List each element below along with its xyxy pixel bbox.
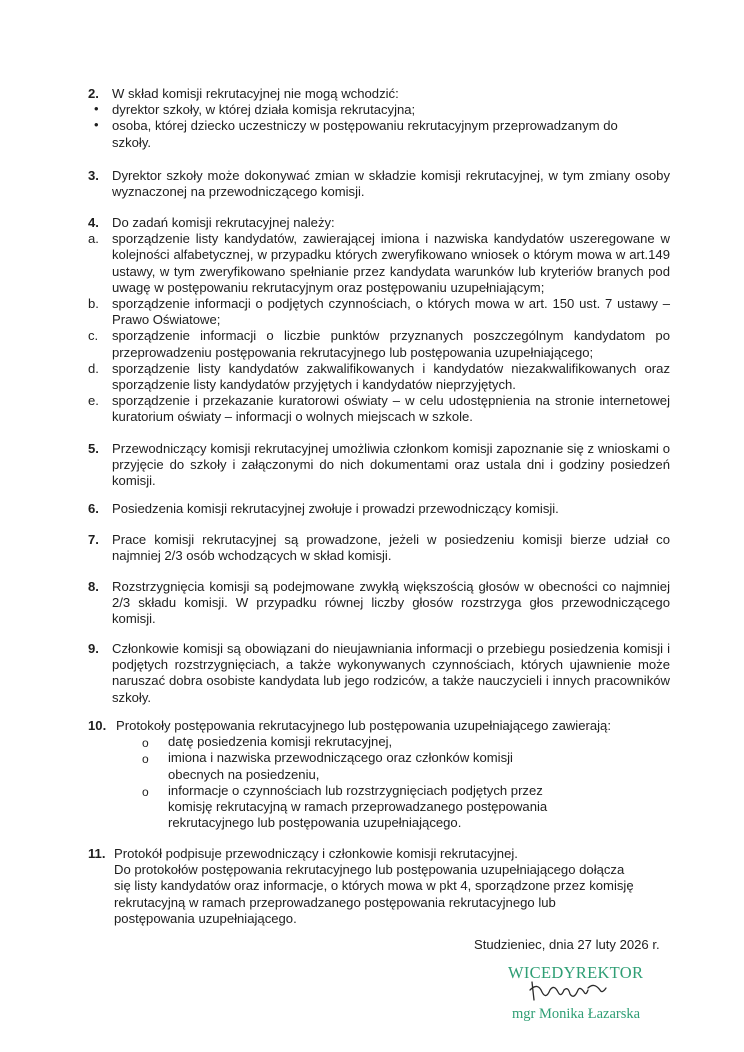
stamp-title: WICEDYREKTOR xyxy=(508,963,644,982)
bullet-text: osoba, której dziecko uczestniczy w postępowaniu rekrutacyjnym przeprowadzanym do szkoły. xyxy=(112,118,618,150)
bullet-item xyxy=(88,102,670,118)
letter-item xyxy=(88,328,670,360)
bullet-icon: • xyxy=(94,101,99,117)
letter-item xyxy=(88,361,670,393)
section-10 xyxy=(88,718,670,831)
section-number: 10. xyxy=(88,718,107,733)
section-7 xyxy=(88,532,670,564)
section-8 xyxy=(88,579,670,628)
section-2 xyxy=(88,86,670,151)
section-11 xyxy=(88,846,670,927)
section-number: 3. xyxy=(88,168,99,183)
section-text: W skład komisji rekrutacyjnej nie mogą wchodzić: xyxy=(112,86,399,101)
section-text: Prace komisji rekrutacyjnej są prowadzone, jeżeli w posiedzeniu komisji bierze udział co najmniej 2/3 osób wchodzących w skład komisji. xyxy=(112,532,670,564)
place-date: Studzieniec, dnia 27 luty 2026 r. xyxy=(474,937,660,952)
section-text: Protokół podpisuje przewodniczący i członkowie komisji rekrutacyjnej. xyxy=(114,846,518,861)
section-text: Posiedzenia komisji rekrutacyjnej zwołuje i prowadzi przewodniczący komisji. xyxy=(112,501,559,516)
section-3 xyxy=(88,168,670,200)
item-letter: d. xyxy=(88,360,99,376)
section-5 xyxy=(88,441,670,490)
section-text: Dyrektor szkoły może dokonywać zmian w składzie komisji rekrutacyjnej, w tym zmiany osoby wyznaczonej na przewodniczącego komisji. xyxy=(112,168,670,200)
section-number: 2. xyxy=(88,86,99,101)
item-letter: a. xyxy=(88,231,99,247)
circle-bullet-icon: o xyxy=(142,736,149,751)
circle-item xyxy=(88,750,548,782)
letter-item xyxy=(88,296,670,328)
item-letter: b. xyxy=(88,296,99,312)
item-letter: e. xyxy=(88,393,99,409)
item-text: sporządzenie listy kandydatów, zawierającej imiona i nazwiska kandydatów uszeregowane w kolejności alfabetycznej, w przypadku których zweryfikowano wniosek o którym mowa w art.149 ustawy, w tym zweryfikowano spełnianie przez kandydata warunków lub kryteriów branych pod uwagę w postępowaniu rekrutacyjnym oraz postępowaniu uzupełniającym; xyxy=(112,231,670,295)
signature-icon xyxy=(528,978,608,1004)
circle-item-text: informacje o czynnościach lub rozstrzygnięciach podjętych przez komisję rekrutacyjną w ramach przeprowadzanego postępowania rekrutacyjnego lub postępowania uzupełniającego. xyxy=(168,782,548,831)
letter-item xyxy=(88,393,670,425)
section-number: 11. xyxy=(88,846,106,861)
section-number: 8. xyxy=(88,579,99,594)
section-text: Członkowie komisji są obowiązani do nieujawniania informacji o przebiegu posiedzenia komisji i podjętych rozstrzygnięciach, a także wykonywanych czynnościach, których ujawnienie może naruszać dobra osobiste kandydata lub jego rodziców, a także nauczycieli i innych pracowników szkoły. xyxy=(112,641,670,705)
section-number: 7. xyxy=(88,532,99,547)
section-4 xyxy=(88,215,670,426)
section-text: Przewodniczący komisji rekrutacyjnej umożliwia członkom komisji zapoznanie się z wnioskami o przyjęcie do szkoły i załączonymi do nich dokumentami oraz ustala dni i godziny posiedzeń komisji. xyxy=(112,441,670,489)
section-number: 9. xyxy=(88,641,99,656)
section-text-continued: Do protokołów postępowania rekrutacyjnego lub postępowania uzupełniającego dołącza się listy kandydatów oraz informacje, o których mowa w pkt 4, sporządzone przez komisję rekrutacyjną w ramach przeprowadzanego postępowania rekrutacyjnego lub postępowania uzupełniającego. xyxy=(114,862,634,926)
stamp-name: mgr Monika Łazarska xyxy=(512,1006,641,1022)
section-number: 5. xyxy=(88,441,99,456)
circle-item xyxy=(88,783,553,832)
circle-item-text: imiona i nazwiska przewodniczącego oraz członków komisji obecnych na posiedzeniu, xyxy=(168,750,513,782)
item-text: sporządzenie informacji o liczbie punktów przyznanych poszczególnym kandydatom po przeprowadzeniu postępowania rekrutacyjnego lub postępowania uzupełniającego; xyxy=(112,328,670,360)
circle-item xyxy=(88,734,548,750)
circle-bullet-icon: o xyxy=(142,784,149,799)
circle-bullet-icon: o xyxy=(142,752,149,767)
item-text: sporządzenie informacji o podjętych czynnościach, o których mowa w art. 150 ust. 7 ustawy – Prawo Oświatowe; xyxy=(112,296,670,328)
bullet-item xyxy=(88,118,652,150)
section-text: Protokoły postępowania rekrutacyjnego lub postępowania uzupełniającego zawierają: xyxy=(116,718,611,733)
section-6 xyxy=(88,501,670,517)
section-number: 6. xyxy=(88,501,99,516)
bullet-icon: • xyxy=(94,117,99,133)
section-text: Rozstrzygnięcia komisji są podejmowane zwykłą większością głosów w obecności co najmniej 2/3 składu komisji. W przypadku równej liczby głosów rozstrzyga głos przewodniczącego komisji. xyxy=(112,579,670,627)
circle-item-text: datę posiedzenia komisji rekrutacyjnej, xyxy=(168,734,393,750)
bullet-text: dyrektor szkoły, w której działa komisja rekrutacyjna; xyxy=(112,102,416,118)
section-9 xyxy=(88,641,670,706)
item-text: sporządzenie listy kandydatów zakwalifikowanych i kandydatów niezakwalifikowanych oraz sporządzenie listy kandydatów przyjętych i kandydatów nieprzyjętych. xyxy=(112,360,670,393)
section-number: 4. xyxy=(88,215,99,230)
item-text: sporządzenie i przekazanie kuratorowi oświaty – w celu udostępnienia na stronie internetowej kuratorium oświaty – informacji o wolnych miejscach w szkole. xyxy=(112,393,670,425)
letter-item xyxy=(88,231,670,296)
item-letter: c. xyxy=(88,328,99,344)
section-text: Do zadań komisji rekrutacyjnej należy: xyxy=(112,215,335,230)
